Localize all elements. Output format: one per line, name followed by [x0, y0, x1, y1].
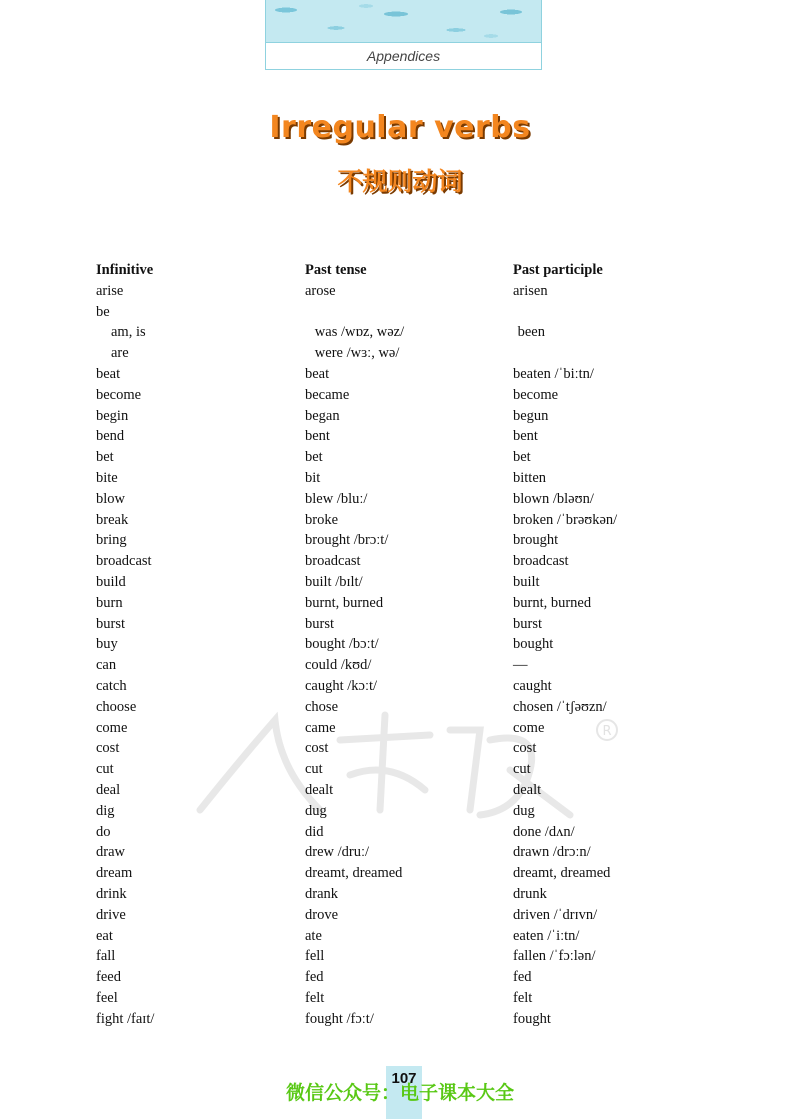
cell-infinitive: begin — [96, 407, 129, 424]
table-row — [96, 946, 696, 967]
cell-past-participle: dug — [513, 802, 535, 819]
cell-infinitive: cost — [96, 740, 120, 757]
cell-infinitive: drive — [96, 906, 126, 923]
cell-past-participle: eaten /ˈiːtn/ — [513, 927, 580, 944]
cell-past-tense: cost — [305, 740, 329, 757]
cell-past-tense: chose — [305, 698, 339, 715]
cell-past-participle: blown /bləʊn/ — [513, 490, 594, 507]
cell-infinitive: bring — [96, 532, 127, 549]
cell-past-tense: built /bɪlt/ — [305, 573, 363, 590]
table-row — [96, 302, 696, 323]
cell-infinitive: beat — [96, 365, 121, 382]
cell-past-tense: dreamt, dreamed — [305, 865, 403, 882]
cell-past-tense: fed — [305, 969, 324, 986]
cell-past-participle — [513, 302, 696, 323]
cell-past-tense: caught /kɔːt/ — [305, 677, 378, 694]
cell-past-tense: bought /bɔːt/ — [305, 636, 379, 653]
table-row — [96, 988, 696, 1009]
cell-past-tense: brought /brɔːt/ — [305, 532, 389, 549]
cell-infinitive: bend — [96, 428, 125, 445]
table-row — [96, 718, 696, 739]
table-row — [96, 884, 696, 905]
table-row — [96, 676, 696, 697]
cell-past-participle: fought — [513, 1010, 551, 1027]
cell-past-participle: drawn /drɔːn/ — [513, 844, 591, 861]
table-row — [96, 426, 696, 447]
cell-past-participle: cost — [513, 740, 537, 757]
cell-past-participle: drunk — [513, 885, 547, 902]
table-row — [96, 801, 696, 822]
cell-past-participle: fed — [513, 969, 532, 986]
column-header-past-tense: Past tense — [305, 262, 367, 278]
cell-past-tense: bent — [305, 428, 330, 445]
cell-infinitive: can — [96, 657, 117, 674]
cell-past-tense: blew /bluː/ — [305, 490, 368, 507]
cell-infinitive: burn — [96, 594, 123, 611]
cell-past-tense: came — [305, 719, 336, 736]
cell-past-participle: dreamt, dreamed — [513, 865, 611, 882]
cell-past-participle: bought — [513, 636, 554, 653]
cell-infinitive: burst — [96, 615, 125, 632]
cell-infinitive: be — [96, 303, 110, 320]
table-row — [96, 530, 696, 551]
cell-infinitive: feed — [96, 969, 121, 986]
page-title: Irregular verbs — [269, 110, 531, 145]
cell-infinitive: choose — [96, 698, 137, 715]
cell-infinitive: eat — [96, 927, 113, 944]
cell-past-participle: dealt — [513, 781, 542, 798]
table-row — [96, 780, 696, 801]
table-row — [96, 1009, 696, 1030]
table-row — [96, 614, 696, 635]
cell-infinitive: am, is — [111, 324, 146, 341]
table-row — [96, 926, 696, 947]
cell-past-participle: broadcast — [513, 553, 569, 570]
table-row — [96, 572, 696, 593]
table-row — [96, 655, 696, 676]
cell-past-participle: bet — [513, 449, 531, 466]
table-row — [96, 759, 696, 780]
table-row — [96, 738, 696, 759]
cell-past-participle: built — [513, 573, 540, 590]
cell-infinitive: draw — [96, 844, 125, 861]
cell-infinitive: blow — [96, 490, 125, 507]
cell-infinitive: deal — [96, 781, 121, 798]
cell-past-tense: were /wɜː, wə/ — [314, 345, 400, 362]
cell-past-tense: dug — [305, 802, 327, 819]
column-header-infinitive: Infinitive — [96, 262, 154, 278]
cell-past-tense: did — [305, 823, 324, 840]
cell-past-tense: drew /druː/ — [305, 844, 370, 861]
table-row — [96, 967, 696, 988]
cell-past-tense: began — [305, 407, 340, 424]
cell-past-participle: bent — [513, 428, 538, 445]
cell-infinitive: drink — [96, 885, 127, 902]
cell-infinitive: catch — [96, 677, 127, 694]
cell-past-tense: felt — [305, 989, 325, 1006]
table-row — [96, 281, 696, 302]
cell-infinitive: broadcast — [96, 553, 152, 570]
cell-past-tense — [305, 302, 513, 323]
table-row — [96, 634, 696, 655]
table-row — [96, 510, 696, 531]
cell-past-participle: driven /ˈdrɪvn/ — [513, 906, 598, 923]
page-number: 107 — [386, 1066, 422, 1119]
cell-infinitive: build — [96, 573, 126, 590]
cell-past-tense: beat — [305, 365, 330, 382]
cell-past-tense: drank — [305, 885, 339, 902]
table-row — [96, 489, 696, 510]
cell-past-tense: drove — [305, 906, 339, 923]
cell-infinitive: fight /faɪt/ — [96, 1010, 155, 1027]
cell-past-tense: became — [305, 386, 350, 403]
cell-past-participle: caught — [513, 677, 552, 694]
table-row — [96, 406, 696, 427]
cell-past-tense: bit — [305, 469, 321, 486]
cell-infinitive: come — [96, 719, 128, 736]
cell-infinitive: bet — [96, 449, 114, 466]
cell-past-tense: bet — [305, 449, 323, 466]
cell-infinitive: buy — [96, 636, 118, 653]
table-row — [96, 364, 696, 385]
table-row — [96, 343, 696, 364]
cell-past-tense: burst — [305, 615, 334, 632]
cell-past-tense: broadcast — [305, 553, 361, 570]
cell-infinitive: feel — [96, 989, 118, 1006]
table-row — [96, 593, 696, 614]
table-row — [96, 905, 696, 926]
cell-past-participle: begun — [513, 407, 549, 424]
footer-watermark-text: 微信公众号：电子课本大全 — [285, 1082, 514, 1104]
cell-past-participle: cut — [513, 761, 531, 778]
cell-past-tense: burnt, burned — [305, 594, 384, 611]
cell-infinitive: break — [96, 511, 129, 528]
cell-past-participle: burnt, burned — [513, 594, 592, 611]
cell-past-tense: fought /fɔːt/ — [305, 1010, 374, 1027]
cell-past-tense: fell — [305, 948, 325, 965]
cell-past-participle: — — [513, 657, 528, 674]
cell-past-tense: dealt — [305, 781, 334, 798]
table-row — [96, 322, 696, 343]
table-header — [96, 260, 696, 281]
cell-past-participle: chosen /ˈtʃəʊzn/ — [513, 698, 607, 715]
svg-text:R: R — [602, 724, 612, 739]
cell-past-tense: ate — [305, 927, 322, 944]
cell-past-participle: burst — [513, 615, 542, 632]
cell-infinitive: dig — [96, 802, 115, 819]
cell-past-participle: bitten — [513, 469, 547, 486]
cell-infinitive: bite — [96, 469, 118, 486]
column-header-past-participle: Past participle — [513, 262, 603, 278]
table-row — [96, 447, 696, 468]
cell-past-participle: been — [517, 324, 545, 341]
table-row — [96, 822, 696, 843]
cell-past-participle: brought — [513, 532, 559, 549]
table-row — [96, 385, 696, 406]
cell-past-tense: arose — [305, 282, 336, 299]
irregular-verbs-table — [96, 260, 696, 1029]
cell-past-tense: cut — [305, 761, 323, 778]
cell-past-participle: become — [513, 386, 559, 403]
cell-past-participle — [518, 343, 696, 364]
cell-infinitive: do — [96, 823, 111, 840]
cell-past-participle: arisen — [513, 282, 548, 299]
cell-past-participle: broken /ˈbrəʊkən/ — [513, 511, 618, 528]
table-row — [96, 842, 696, 863]
cell-infinitive: dream — [96, 865, 133, 882]
page-subtitle: 不规则动词 — [337, 167, 463, 196]
section-label: Appendices — [366, 48, 441, 64]
cell-infinitive: fall — [96, 948, 116, 965]
cell-past-participle: beaten /ˈbiːtn/ — [513, 365, 594, 382]
cell-past-tense: was /wɒz, wəz/ — [314, 324, 405, 341]
table-row — [96, 697, 696, 718]
cell-past-participle: done /dʌn/ — [513, 823, 575, 840]
cell-infinitive: become — [96, 386, 142, 403]
table-row — [96, 551, 696, 572]
header-decoration — [266, 0, 541, 43]
cell-infinitive: are — [111, 345, 129, 362]
cell-infinitive: arise — [96, 282, 124, 299]
header-tab — [265, 0, 542, 70]
table-row — [96, 468, 696, 489]
cell-past-participle: come — [513, 719, 545, 736]
cell-past-participle: fallen /ˈfɔːlən/ — [513, 948, 596, 965]
cell-infinitive: cut — [96, 761, 114, 778]
cell-past-tense: could /kʊd/ — [305, 657, 372, 674]
cell-past-participle: felt — [513, 989, 533, 1006]
cell-past-tense: broke — [305, 511, 339, 528]
table-row — [96, 863, 696, 884]
